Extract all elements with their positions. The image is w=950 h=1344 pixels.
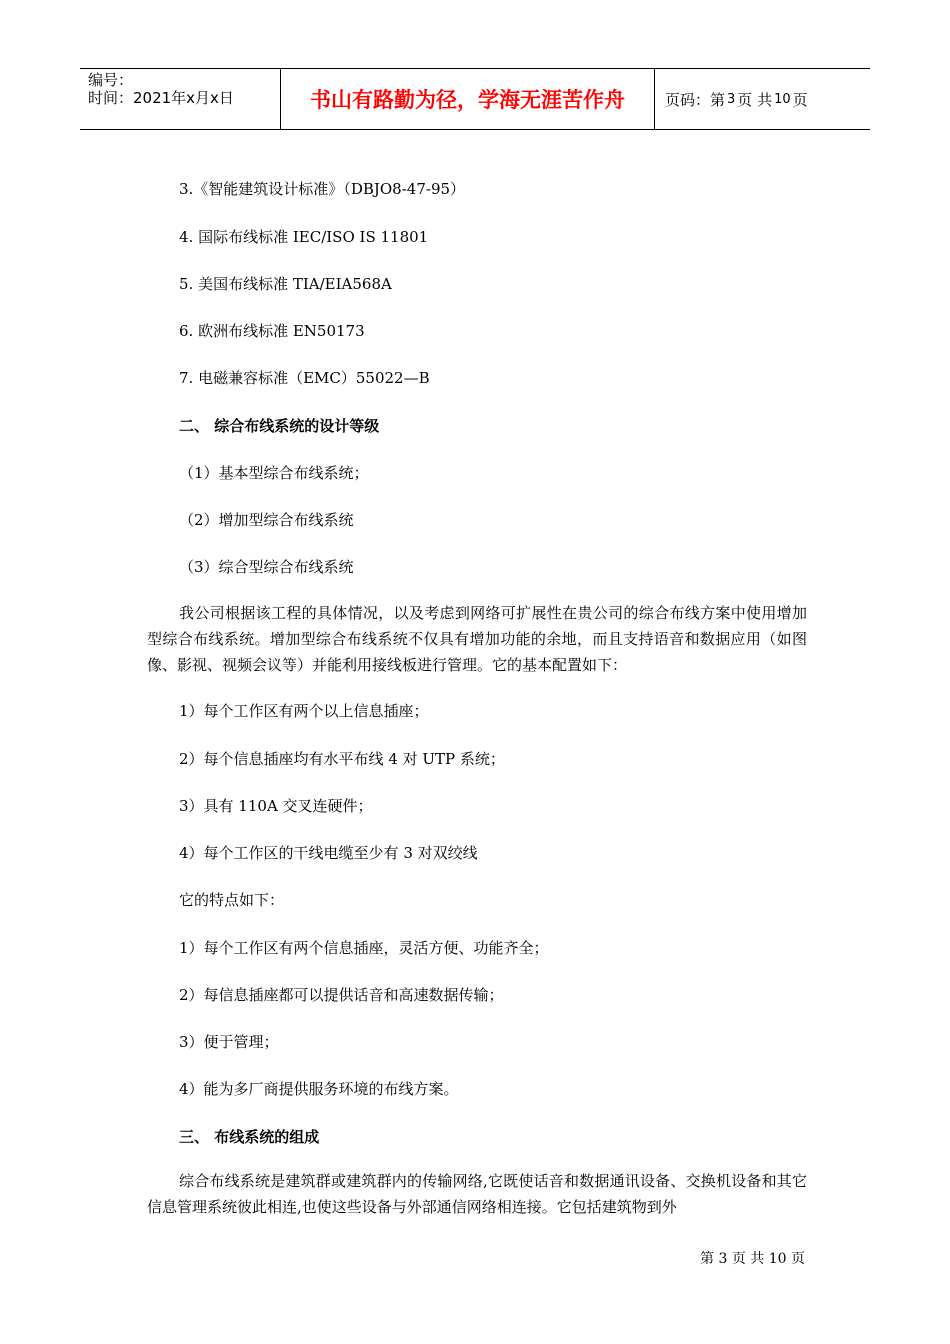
- feature-item-2: 2）每信息插座都可以提供话音和高速数据传输；: [179, 986, 504, 1004]
- config-item-2: 2）每个信息插座均有水平布线 4 对 UTP 系统；: [179, 750, 505, 768]
- page-suffix: 页: [792, 90, 808, 109]
- page-prefix: 页码：第: [665, 90, 726, 109]
- standard-line-4: 4. 国际布线标准 IEC/ISO IS 11801: [179, 228, 429, 246]
- feature-item-3: 3）便于管理；: [179, 1033, 279, 1051]
- page-footer: 第 3 页 共 10 页: [700, 1251, 805, 1267]
- header-meta: [80, 69, 281, 129]
- grade-item-3: （3）综合型综合布线系统: [179, 558, 354, 576]
- standard-line-3: 3.《智能建筑设计标准》（DBJO8-47-95）: [179, 180, 466, 198]
- features-intro: 它的特点如下：: [179, 891, 285, 909]
- page-total: 10: [774, 91, 791, 107]
- grade-item-2: （2）增加型综合布线系统: [179, 511, 354, 529]
- time-label: 时间：2021年x月x日: [88, 89, 234, 107]
- standard-line-5: 5. 美国布线标准 TIA/EIA568A: [179, 275, 392, 293]
- page-mid: 页 共: [737, 90, 773, 109]
- header-motto: 书山有路勤为径，学海无涯苦作舟: [281, 69, 655, 129]
- section-heading-2: 二、 综合布线系统的设计等级: [179, 417, 380, 435]
- paragraph-composition: 综合布线系统是建筑群或建筑群内的传输网络,它既使话音和数据通讯设备、交换机设备和其它信息管理系统彼此相连,也使这些设备与外部通信网络相连接。它包括建筑物到外: [147, 1172, 807, 1216]
- page-num: 3: [727, 91, 736, 107]
- header-page-number: [655, 69, 870, 129]
- grade-item-1: （1）基本型综合布线系统；: [179, 464, 369, 482]
- section-heading-3: 三、 布线系统的组成: [179, 1128, 320, 1146]
- config-item-3: 3）具有 110A 交叉连硬件；: [179, 797, 373, 815]
- page-header: [80, 68, 870, 130]
- feature-item-1: 1）每个工作区有两个信息插座，灵活方便、功能齐全；: [179, 939, 549, 957]
- paragraph-design-choice: 我公司根据该工程的具体情况，以及考虑到网络可扩展性在贵公司的综合布线方案中使用增加型综合布线系统。增加型综合布线系统不仅具有增加功能的余地，而且支持语音和数据应用（如图像、影视、视频会议等）并能利用接线板进行管理。它的基本配置如下：: [147, 604, 807, 674]
- config-item-1: 1）每个工作区有两个以上信息插座；: [179, 702, 429, 720]
- config-item-4: 4）每个工作区的干线电缆至少有 3 对双绞线: [179, 844, 478, 862]
- code-label: 编号：: [88, 71, 134, 89]
- standard-line-7: 7. 电磁兼容标准（EMC）55022—B: [179, 369, 430, 387]
- standard-line-6: 6. 欧洲布线标准 EN50173: [179, 322, 365, 340]
- feature-item-4: 4）能为多厂商提供服务环境的布线方案。: [179, 1080, 459, 1098]
